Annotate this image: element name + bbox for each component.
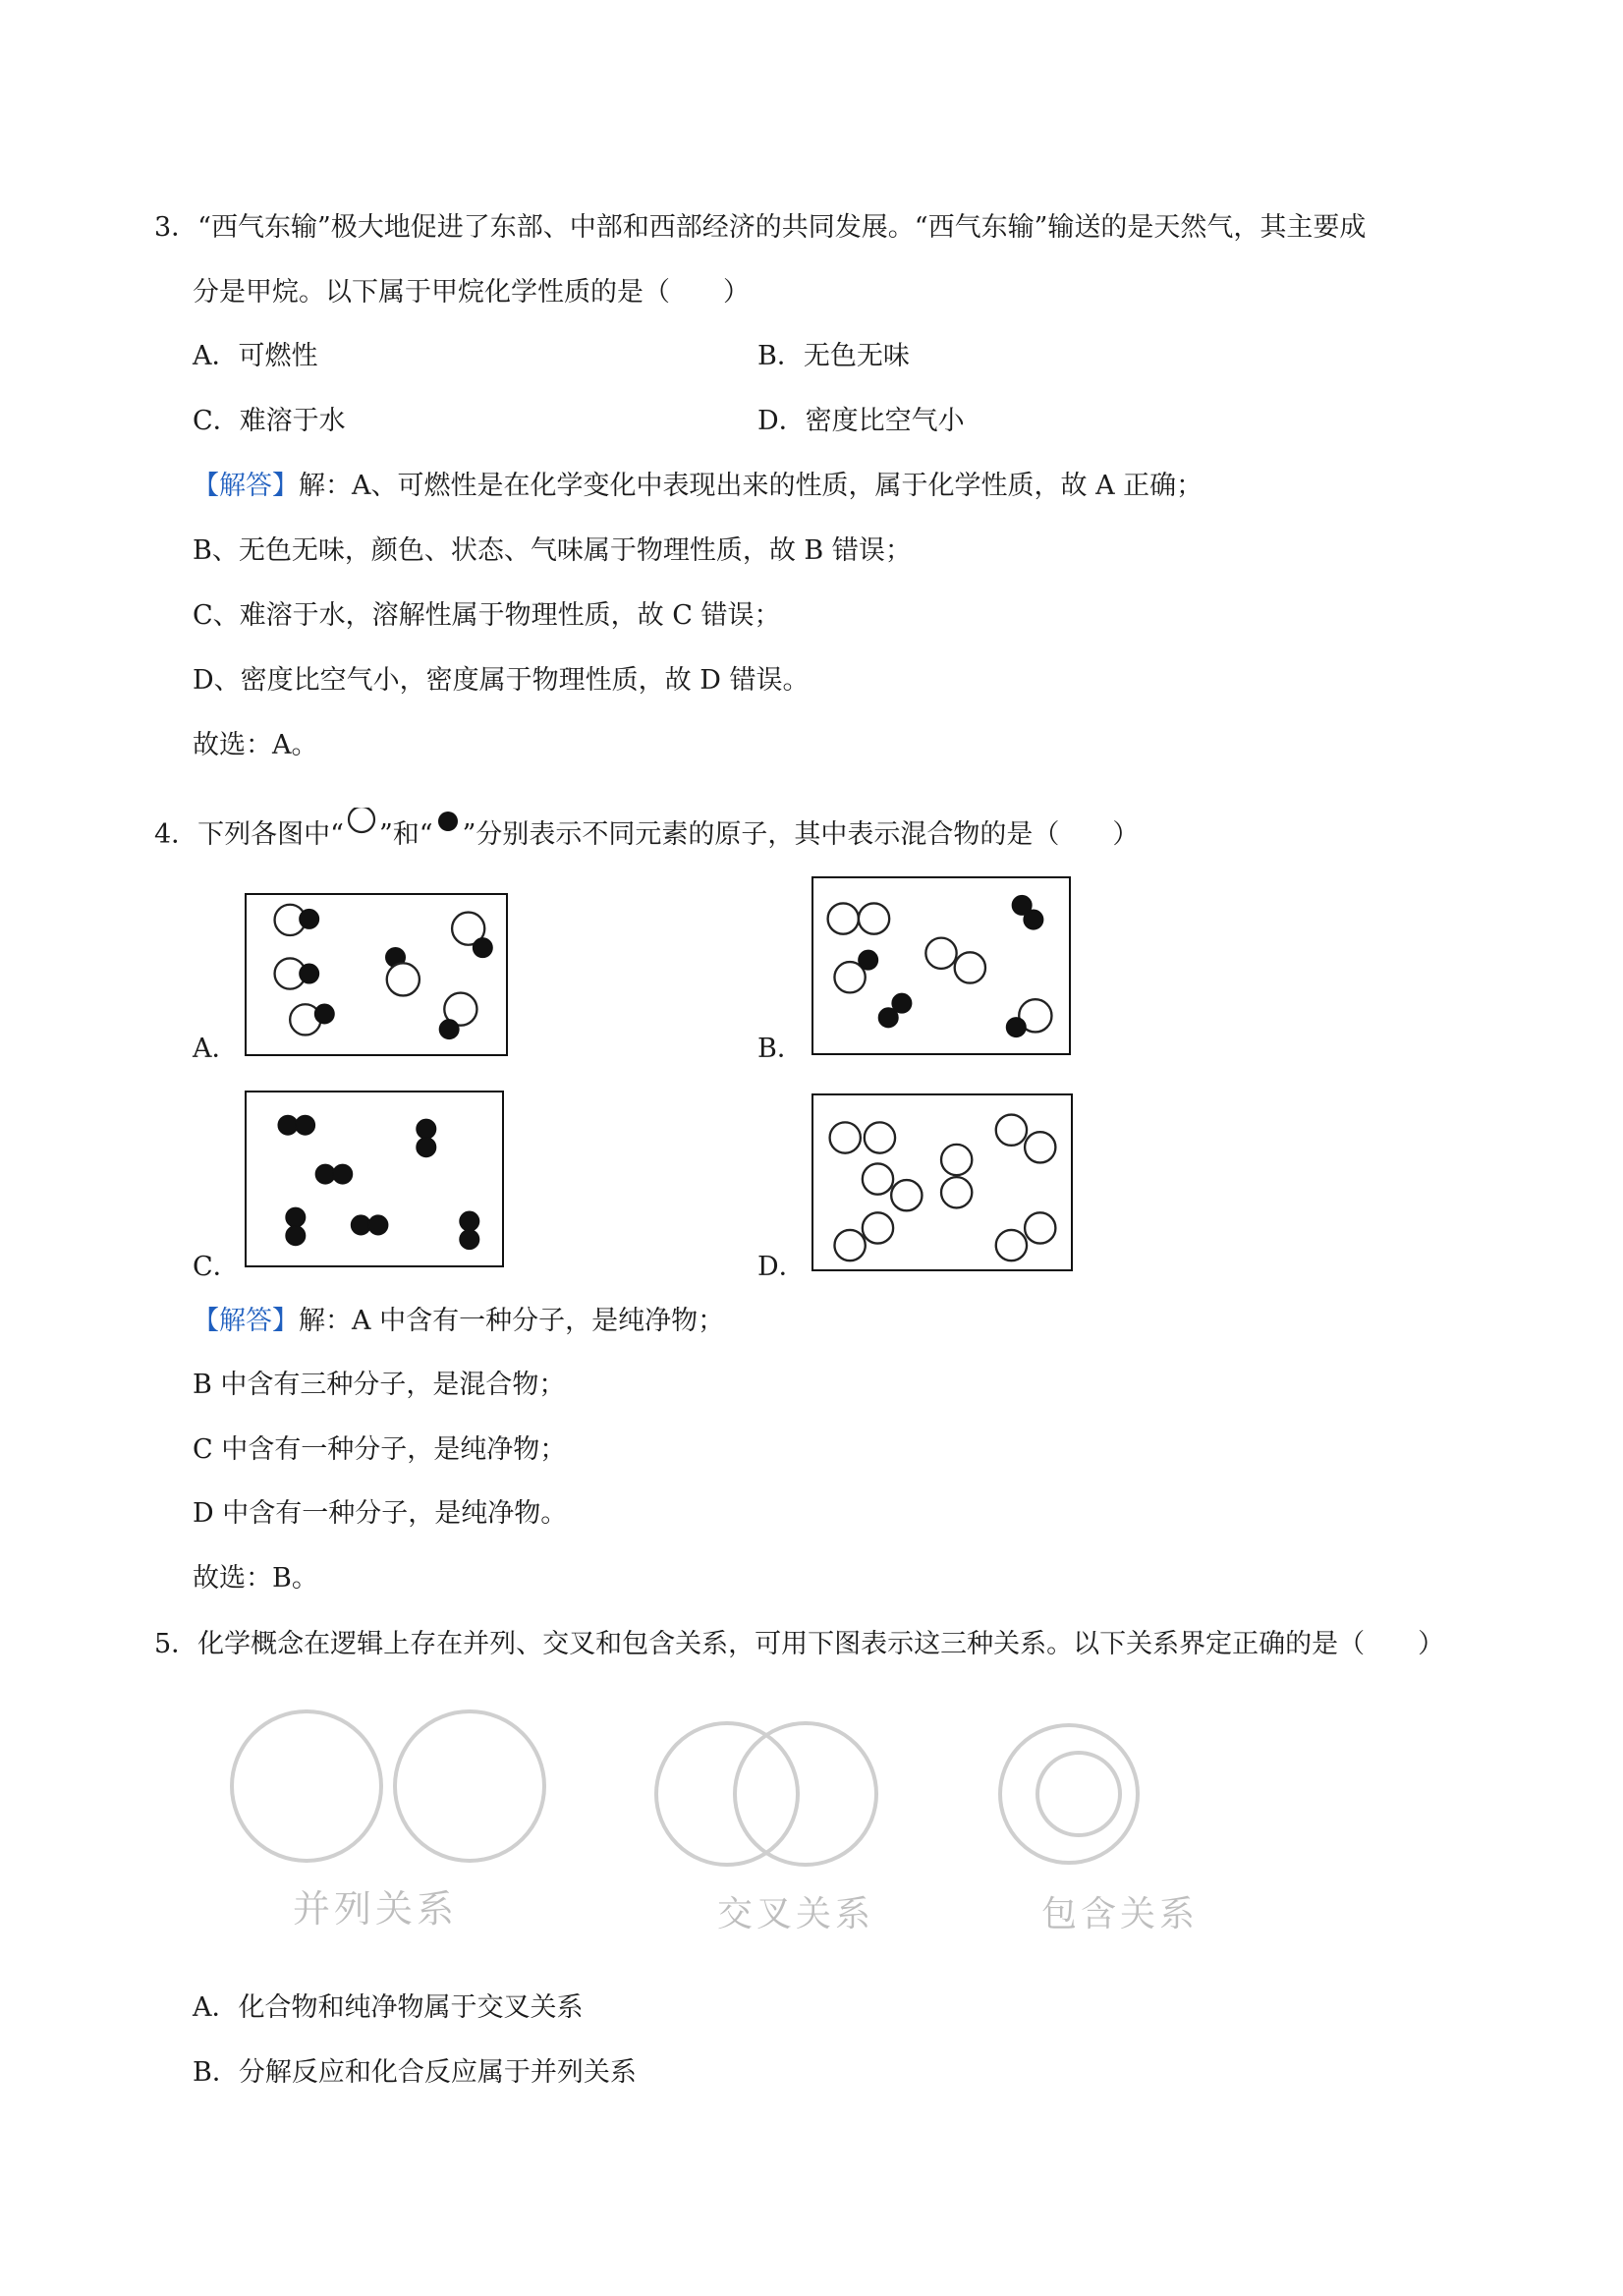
q4-stem-part2: ”和“ [378, 819, 433, 850]
q3-option-b: B．无色无味 [757, 341, 910, 371]
q4-answer-line2: B 中含有三种分子，是混合物； [193, 1370, 566, 1400]
q3-stem-line1: 3．“西气东输”极大地促进了东部、中部和西部经济的共同发展。“西气东输”输送的是天然气，其主要成 [154, 212, 1367, 243]
q4-option-c-label: C． [193, 1252, 240, 1282]
q3-stem-line2: 分是甲烷。以下属于甲烷化学性质的是（ ） [193, 277, 750, 308]
q5-venn-diagram [216, 1700, 1258, 1876]
q4-answer-line1 [193, 1304, 724, 1339]
q5-option-b: B．分解反应和化合反应属于并列关系 [193, 2057, 637, 2088]
q5-label-parallel: 并列关系 [293, 1887, 459, 1931]
q3-answer-line3: C、难溶于水，溶解性属于物理性质，故 C 错误； [193, 600, 781, 631]
q4-answer-tag: 【解答】 [193, 1306, 299, 1336]
contain-circle-inner [1037, 1753, 1120, 1835]
parallel-circle-right [395, 1711, 544, 1861]
contain-circle-outer [1000, 1725, 1138, 1863]
q4-stem-part3: ”分别表示不同元素的原子，其中表示混合物的是（ ） [462, 819, 1140, 850]
q3-option-c: C．难溶于水 [193, 406, 346, 436]
q4-option-a-label: A． [193, 1034, 239, 1064]
q5-label-cross: 交叉关系 [717, 1894, 875, 1934]
open-atom-icon [344, 808, 379, 847]
q4-option-b-label: B． [757, 1034, 804, 1064]
q3-answer-line4: D、密度比空气小，密度属于物理性质，故 D 错误。 [193, 665, 810, 696]
q4-box-a-molecules [247, 895, 506, 1054]
q5-option-a: A．化合物和纯净物属于交叉关系 [193, 1992, 584, 2023]
q5-label-contain: 包含关系 [1041, 1894, 1200, 1934]
q3-option-d: D．密度比空气小 [757, 406, 965, 436]
q5-stem: 5．化学概念在逻辑上存在并列、交叉和包含关系，可用下图表示这三种关系。以下关系界定正确的是（ ） [154, 1629, 1445, 1659]
q4-box-c-molecules [247, 1092, 502, 1265]
q4-box-d [812, 1093, 1073, 1271]
q4-box-a [245, 893, 508, 1056]
filled-atom-icon [433, 812, 463, 847]
q4-option-d-label: D． [757, 1252, 806, 1282]
q3-answer-line1 [193, 469, 1203, 504]
q3-answer-tag: 【解答】 [193, 471, 299, 501]
q3-answer-text: 解：A、可燃性是在化学变化中表现出来的性质，属于化学性质，故 A 正确； [299, 471, 1203, 501]
q3-answer-line2: B、无色无味，颜色、状态、气味属于物理性质，故 B 错误； [193, 535, 912, 566]
q4-box-c [245, 1091, 504, 1267]
q4-stem [154, 808, 1139, 853]
q3-option-a: A．可燃性 [193, 341, 318, 371]
parallel-circle-left [232, 1711, 381, 1861]
q4-answer-line5: 故选：B。 [193, 1563, 318, 1594]
q4-box-b-molecules [813, 878, 1069, 1053]
q4-box-b [812, 876, 1071, 1055]
cross-circle-left [656, 1723, 798, 1865]
cross-circle-right [735, 1723, 876, 1865]
q4-answer-line4: D 中含有一种分子，是纯净物。 [193, 1498, 568, 1529]
q4-stem-part1: 4．下列各图中“ [154, 819, 344, 850]
q4-box-d-molecules [813, 1095, 1071, 1269]
q3-answer-line5: 故选：A。 [193, 730, 318, 760]
q4-answer-text: 解：A 中含有一种分子，是纯净物； [299, 1306, 725, 1336]
q4-answer-line3: C 中含有一种分子，是纯净物； [193, 1434, 567, 1465]
